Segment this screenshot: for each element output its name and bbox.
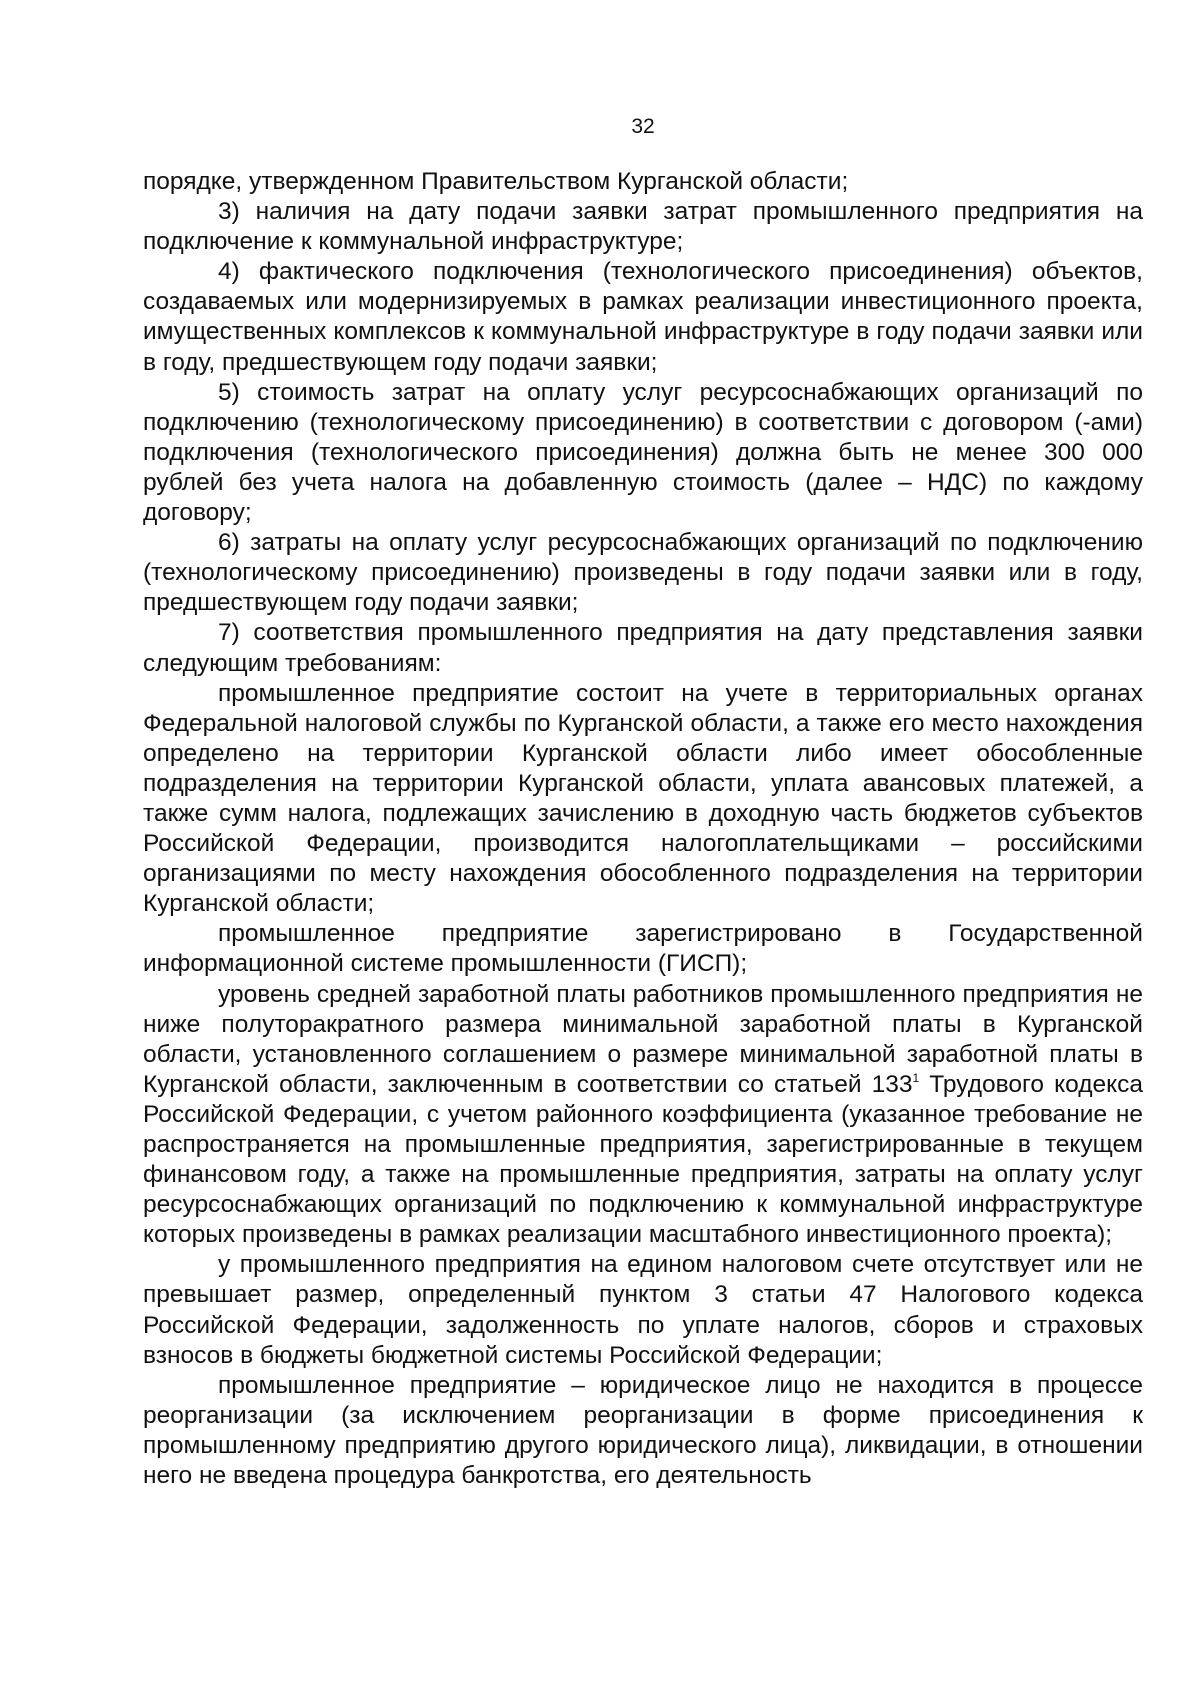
wage-text-after: Трудового кодекса Российской Федерации, с учетом районного коэффициента (указанное требование не распространяется на промышленные предприятия, зарегистрированные в текущем финансовом году, а также на промышленные предприятия, затраты на оплату услуг ресурсоснабжающих организаций по подключению к коммунальной инфраструктуре которых произведены в рамках реализации масштабного инвестиционного проекта); xyxy=(143,1070,1143,1249)
paragraph-tax-registration: промышленное предприятие состоит на учете в территориальных органах Федеральной налоговой службы по Курганской области, а также его место нахождения определено на территории Курганской области либо имеет обособленные подразделения на территории Курганской области, уплата авансовых платежей, а также сумм налога, подлежащих зачислению в доходную часть бюджетов субъектов Российской Федерации, производится налогоплательщиками – российскими организациями по месту нахождения обособленного подразделения на территории Курганской области; xyxy=(143,679,1143,918)
paragraph-wage-level xyxy=(143,980,1143,1251)
paragraph-reorganization: промышленное предприятие – юридическое лицо не находится в процессе реорганизации (за исключением реорганизации в форме присоединения к промышленному предприятию другого юридического лица), ликвидации, в отношении него не введена процедура банкротства, его деятельность xyxy=(143,1371,1143,1490)
document-body xyxy=(143,167,1143,1491)
paragraph-continuation: порядке, утвержденном Правительством Курганской области; xyxy=(143,168,849,195)
page-number: 32 xyxy=(631,115,655,138)
article-superscript: 1 xyxy=(912,1070,920,1085)
paragraph-gisp-registration: промышленное предприятие зарегистрировано в Государственной информационной системе промышленности (ГИСП); xyxy=(143,920,1143,978)
paragraph-item-6: 6) затраты на оплату услуг ресурсоснабжающих организаций по подключению (технологическому присоединению) произведены в году подачи заявки или в году, предшествующем году подачи заявки; xyxy=(143,529,1143,617)
paragraph-item-5: 5) стоимость затрат на оплату услуг ресурсоснабжающих организаций по подключению (технологическому присоединению) в соответствии с договором (-ами) подключения (технологического присоединения) должна быть не менее 300 000 рублей без учета налога на добавленную стоимость (далее – НДС) по каждому договору; xyxy=(143,378,1143,527)
paragraph-item-4: 4) фактического подключения (технологического присоединения) объектов, создаваемых или модернизируемых в рамках реализации инвестиционного проекта, имущественных комплексов к коммунальной инфраструктуре в году подачи заявки или в году, предшествующем году подачи заявки; xyxy=(143,258,1143,376)
wage-text-before: уровень средней заработной платы работников промышленного предприятия не ниже полуторакратного размера минимальной заработной платы в Курганской области, установленного соглашением о размере минимальной заработной платы в Курганской области, заключенным в соответствии со статьей 133 xyxy=(143,980,1143,1098)
paragraph-item-3: 3) наличия на дату подачи заявки затрат промышленного предприятия на подключение к коммунальной инфраструктуре; xyxy=(143,198,1143,256)
paragraph-item-7: 7) соответствия промышленного предприятия на дату представления заявки следующим требованиям: xyxy=(143,619,1143,677)
paragraph-tax-debt: у промышленного предприятия на едином налоговом счете отсутствует или не превышает размер, определенный пунктом 3 статьи 47 Налогового кодекса Российской Федерации, задолженность по уплате налогов, сборов и страховых взносов в бюджеты бюджетной системы Российской Федерации; xyxy=(143,1251,1143,1369)
